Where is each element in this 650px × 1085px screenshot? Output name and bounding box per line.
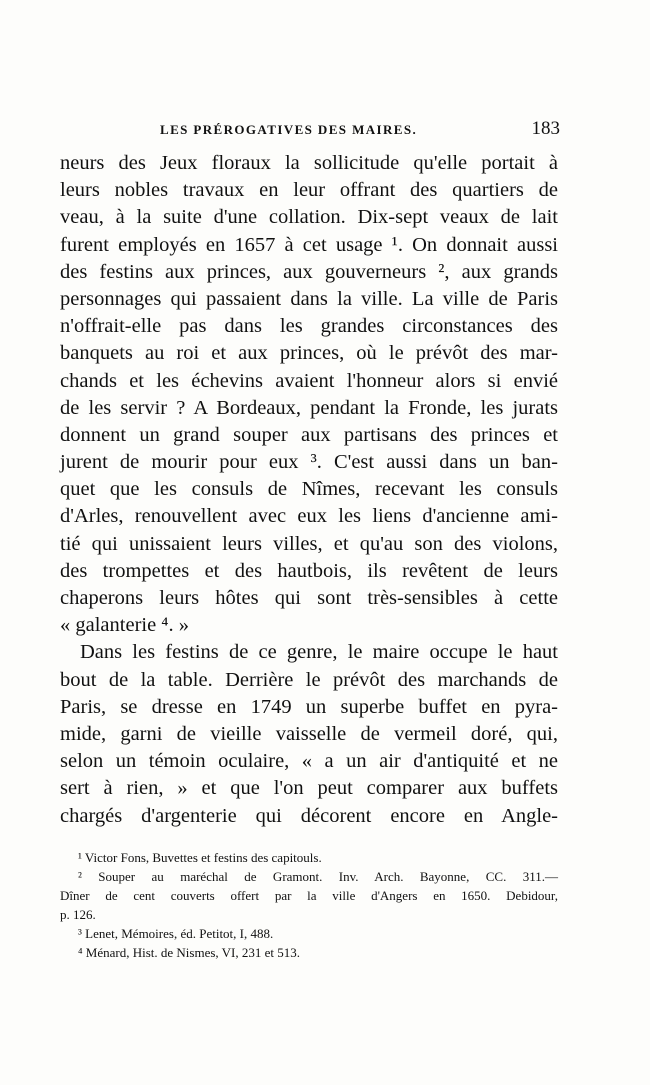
text-line: chargés d'argenterie qui décorent encore en Angle- <box>60 804 558 827</box>
text-line: de les servir ? A Bordeaux, pendant la Fronde, les jurats <box>60 396 558 419</box>
footnote-line: ² Souper au maréchal de Gramont. Inv. Arch. Bayonne, CC. 311.— <box>78 869 558 884</box>
text-line: Dans les festins de ce genre, le maire occupe le haut <box>80 641 558 664</box>
text-line: neurs des Jeux floraux la sollicitude qu'elle portait à <box>60 152 558 174</box>
text-line: n'offrait-elle pas dans les grandes circonstances des <box>60 315 558 338</box>
text-line: leurs nobles travaux en leur offrant des quartiers de <box>60 179 558 202</box>
text-line: sert à rien, » et que l'on peut comparer aux buffets <box>60 777 558 800</box>
page-number: 183 <box>531 118 560 139</box>
text-line: des festins aux princes, aux gouverneurs ², aux grands <box>60 260 558 283</box>
text-line: des trompettes et des hautbois, ils revêtent de leurs <box>60 559 558 582</box>
text-line: donnent un grand souper aux partisans des princes et <box>60 423 558 446</box>
main-text <box>60 150 558 830</box>
text-line: banquets au roi et aux princes, où le prévôt des mar- <box>60 342 558 365</box>
text-line: bout de la table. Derrière le prévôt des marchands de <box>60 668 558 691</box>
text-line: furent employés en 1657 à cet usage ¹. On donnait aussi <box>60 233 558 256</box>
footnote-line: ⁴ Ménard, Hist. de Nismes, VI, 231 et 513. <box>78 945 301 960</box>
text-line: Paris, se dresse en 1749 un superbe buffet en pyra- <box>60 695 558 718</box>
text-line: chands et les échevins avaient l'honneur alors si envié <box>60 369 558 392</box>
running-title: LES PRÉROGATIVES DES MAIRES. <box>160 122 418 137</box>
footnote-line: ³ Lenet, Mémoires, éd. Petitot, I, 488. <box>78 926 274 941</box>
text-line: selon un témoin oculaire, « a un air d'antiquité et ne <box>60 750 558 773</box>
footnote-line: ¹ Victor Fons, Buvettes et festins des capitouls. <box>78 850 322 865</box>
text-line: jurent de mourir pour eux ³. C'est aussi dans un ban- <box>60 451 558 474</box>
footnote-line: Dîner de cent couverts offert par la ville d'Angers en 1650. Debidour, <box>60 888 558 903</box>
footnotes <box>60 848 558 962</box>
text-line: mide, garni de vieille vaisselle de vermeil doré, qui, <box>60 722 558 745</box>
footnote-line: p. 126. <box>60 907 96 922</box>
text-line: chaperons leurs hôtes qui sont très-sensibles à cette <box>60 587 558 609</box>
text-line: quet que les consuls de Nîmes, recevant les consuls <box>60 478 558 501</box>
text-line: d'Arles, renouvellent avec eux les liens d'ancienne ami- <box>60 505 558 528</box>
text-line: « galanterie ⁴. » <box>60 614 189 637</box>
text-line: tié qui unissaient leurs villes, et qu'au son des violons, <box>60 532 558 555</box>
text-line: personnages qui passaient dans la ville. La ville de Paris <box>60 287 558 310</box>
page-header <box>60 118 560 148</box>
text-line: veau, à la suite d'une collation. Dix-sept veaux de lait <box>60 206 558 229</box>
